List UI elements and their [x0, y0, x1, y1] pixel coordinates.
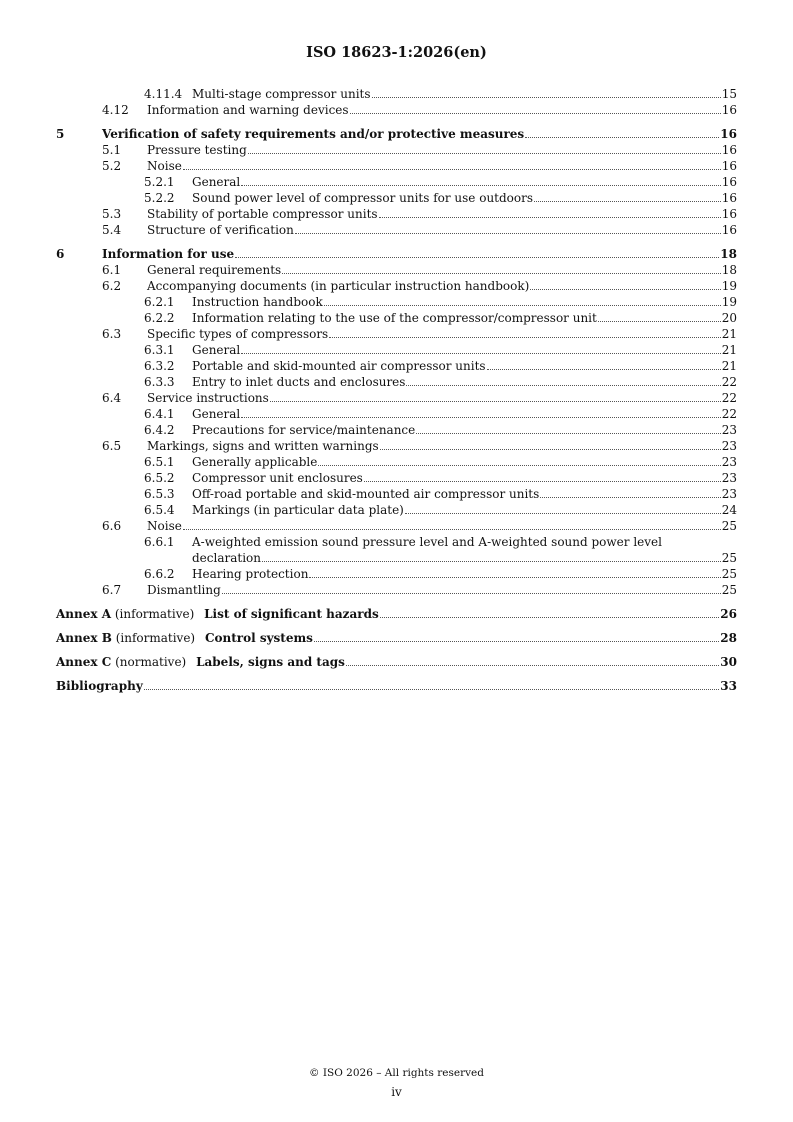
dot-leader: [540, 497, 720, 498]
toc-entry[interactable]: [56, 246, 737, 262]
toc-entry[interactable]: [56, 158, 737, 174]
toc-title: Specific types of compressors: [147, 327, 329, 341]
toc-title: Service instructions: [147, 391, 269, 405]
toc-page: 23: [721, 439, 737, 453]
toc-entry[interactable]: [56, 142, 737, 158]
toc-entry[interactable]: [56, 126, 737, 142]
dot-leader: [183, 529, 721, 530]
toc-title: Information and warning devices: [147, 103, 349, 117]
toc-title: Noise: [147, 519, 182, 533]
toc-page: 16: [720, 127, 737, 141]
toc-title: Structure of verification: [147, 223, 294, 237]
toc-page: 16: [721, 207, 737, 221]
toc-page: 33: [720, 679, 737, 693]
toc-page: 25: [721, 567, 737, 581]
dot-leader: [350, 113, 721, 114]
toc-number: 5.2.2: [144, 191, 175, 205]
toc-number: 5.3: [102, 207, 122, 221]
toc-number: 6.7: [102, 583, 122, 597]
toc-number: 6.4.2: [144, 423, 175, 437]
toc-page: 16: [721, 103, 737, 117]
toc-entry[interactable]: [56, 206, 737, 222]
toc-number: 6.2: [102, 279, 122, 293]
toc-entry[interactable]: [56, 358, 737, 374]
toc-page: 28: [720, 631, 737, 645]
annex-title: Control systems: [204, 631, 313, 645]
toc-number: 6.4.1: [144, 407, 175, 421]
toc-entry[interactable]: [56, 518, 737, 534]
dot-leader: [416, 433, 720, 434]
toc-number: 5.1: [102, 143, 122, 157]
toc-number: 6.1: [102, 263, 122, 277]
annex-label: Annex A: [56, 607, 112, 621]
dot-leader: [270, 401, 721, 402]
dot-leader: [282, 273, 721, 274]
toc-title: Instruction handbook: [192, 295, 323, 309]
toc-page: 30: [720, 655, 737, 669]
toc-title: Sound power level of compressor units for use outdoors: [192, 191, 534, 205]
toc-page: 23: [721, 471, 737, 485]
toc-entry[interactable]: [56, 86, 737, 102]
toc-entry[interactable]: [56, 222, 737, 238]
dot-leader: [324, 305, 721, 306]
toc-page: 15: [721, 87, 737, 101]
toc-title: Information for use: [102, 247, 235, 261]
toc-number: 6.5.4: [144, 503, 175, 517]
dot-leader: [534, 201, 721, 202]
toc-entry[interactable]: [56, 470, 737, 486]
dot-leader: [346, 665, 719, 666]
toc-entry[interactable]: [56, 102, 737, 118]
toc-entry[interactable]: [56, 190, 737, 206]
toc-title-line-2: declaration: [192, 551, 261, 565]
toc-page: 26: [720, 607, 737, 621]
toc-number: 6.2.1: [144, 295, 175, 309]
dot-leader: [309, 577, 720, 578]
annex-type: (informative): [115, 631, 196, 645]
toc-page: 18: [720, 247, 737, 261]
toc-page: 19: [721, 279, 737, 293]
dot-leader: [487, 369, 721, 370]
toc-number: 6.5: [102, 439, 122, 453]
toc-entry[interactable]: [56, 390, 737, 406]
table-of-contents: [56, 86, 737, 694]
toc-page: 16: [721, 223, 737, 237]
toc-number: 6.2.2: [144, 311, 175, 325]
dot-leader: [295, 233, 721, 234]
dot-leader: [364, 481, 721, 482]
toc-title: Accompanying documents (in particular instruction handbook): [147, 279, 530, 293]
toc-title: General requirements: [147, 263, 282, 277]
toc-number: 4.11.4: [144, 87, 183, 101]
toc-page: 25: [721, 551, 737, 565]
toc-number: 4.12: [102, 103, 129, 117]
toc-entry[interactable]: [56, 422, 737, 438]
toc-title: Hearing protection: [192, 567, 309, 581]
dot-leader: [406, 385, 720, 386]
toc-title: Multi-stage compressor units: [192, 87, 371, 101]
dot-leader: [530, 289, 720, 290]
toc-title: Stability of portable compressor units: [147, 207, 378, 221]
dot-leader: [241, 185, 720, 186]
toc-number: 6.6: [102, 519, 122, 533]
toc-number: 6: [56, 247, 65, 261]
bibliography-title: Bibliography: [56, 679, 143, 693]
toc-page: 23: [721, 455, 737, 469]
annex-type: (informative): [114, 607, 195, 621]
toc-entry[interactable]: [56, 326, 737, 342]
toc-entry[interactable]: [56, 262, 737, 278]
toc-annex-c[interactable]: [56, 654, 737, 670]
toc-page: 19: [721, 295, 737, 309]
dot-leader: [248, 153, 721, 154]
toc-number: 6.6.1: [144, 535, 175, 549]
dot-leader: [241, 353, 720, 354]
toc-entry[interactable]: [56, 454, 737, 470]
toc-page: 16: [721, 143, 737, 157]
annex-label: Annex B: [56, 631, 112, 645]
dot-leader: [598, 321, 721, 322]
toc-title: Entry to inlet ducts and enclosures: [192, 375, 406, 389]
toc-entry[interactable]: [56, 374, 737, 390]
toc-number: 6.3.2: [144, 359, 175, 373]
toc-number: 6.5.1: [144, 455, 175, 469]
toc-entry[interactable]: [56, 294, 737, 310]
toc-page: 16: [721, 159, 737, 173]
toc-entry[interactable]: [56, 278, 737, 294]
toc-entry[interactable]: [56, 534, 737, 566]
toc-entry[interactable]: [56, 486, 737, 502]
toc-annex-a[interactable]: [56, 606, 737, 622]
toc-entry[interactable]: [56, 310, 737, 326]
dot-leader: [314, 641, 719, 642]
toc-number: 6.5.3: [144, 487, 175, 501]
toc-page: 21: [721, 327, 737, 341]
toc-entry[interactable]: [56, 438, 737, 454]
toc-number: 6.3.3: [144, 375, 175, 389]
toc-number: 6.4: [102, 391, 122, 405]
annex-title: Labels, signs and tags: [196, 655, 345, 669]
toc-page: 16: [721, 175, 737, 189]
toc-page: 25: [721, 583, 737, 597]
toc-title: Portable and skid-mounted air compressor units: [192, 359, 486, 373]
toc-page: 23: [721, 487, 737, 501]
annex-title: List of significant hazards: [204, 607, 379, 621]
toc-title: Markings, signs and written warnings: [147, 439, 379, 453]
toc-title: General: [192, 407, 241, 421]
toc-number: 5.4: [102, 223, 122, 237]
dot-leader: [318, 465, 720, 466]
toc-page: 22: [721, 407, 737, 421]
dot-leader: [525, 137, 719, 138]
page-number: iv: [391, 1085, 402, 1099]
toc-page: 20: [721, 311, 737, 325]
toc-title: Verification of safety requirements and/or protective measures: [102, 127, 525, 141]
toc-title: Generally applicable: [192, 455, 318, 469]
annex-type: (normative): [115, 655, 187, 669]
toc-title: General: [192, 343, 241, 357]
toc-title: Compressor unit enclosures: [192, 471, 363, 485]
toc-page: 21: [721, 343, 737, 357]
toc-title: Markings (in particular data plate): [192, 503, 404, 517]
dot-leader: [405, 513, 721, 514]
toc-number: 6.3: [102, 327, 122, 341]
dot-leader: [379, 217, 721, 218]
dot-leader: [183, 169, 721, 170]
toc-entry[interactable]: [56, 342, 737, 358]
toc-number: 6.5.2: [144, 471, 175, 485]
toc-page: 22: [721, 391, 737, 405]
copyright-notice: © ISO 2026 – All rights reserved: [309, 1067, 484, 1079]
dot-leader: [380, 617, 720, 618]
dot-leader: [329, 337, 721, 338]
page-header: ISO 18623-1:2026(en): [306, 44, 487, 61]
toc-page: 25: [721, 519, 737, 533]
toc-page: 16: [721, 191, 737, 205]
dot-leader: [222, 593, 721, 594]
toc-page: 24: [721, 503, 737, 517]
toc-page: 23: [721, 423, 737, 437]
toc-title-line-1: A-weighted emission sound pressure level and A-weighted sound power level: [192, 535, 662, 549]
toc-bibliography[interactable]: [56, 678, 737, 694]
dot-leader: [241, 417, 720, 418]
toc-page: 18: [721, 263, 737, 277]
toc-number: 5: [56, 127, 65, 141]
toc-page: 21: [721, 359, 737, 373]
toc-entry[interactable]: [56, 566, 737, 582]
toc-title: Pressure testing: [147, 143, 247, 157]
toc-title: Off-road portable and skid-mounted air compressor units: [192, 487, 540, 501]
toc-title: General: [192, 175, 241, 189]
toc-title: Information relating to the use of the compressor/compressor unit: [192, 311, 597, 325]
toc-entry[interactable]: [56, 582, 737, 598]
toc-entry[interactable]: [56, 502, 737, 518]
toc-entry[interactable]: [56, 174, 737, 190]
toc-annex-b[interactable]: [56, 630, 737, 646]
toc-page: 22: [721, 375, 737, 389]
toc-entry[interactable]: [56, 406, 737, 422]
dot-leader: [380, 449, 721, 450]
toc-number: 6.3.1: [144, 343, 175, 357]
toc-title: Dismantling: [147, 583, 221, 597]
dot-leader: [372, 97, 721, 98]
annex-label: Annex C: [56, 655, 112, 669]
toc-title: Precautions for service/maintenance: [192, 423, 416, 437]
dot-leader: [235, 257, 719, 258]
toc-number: 5.2: [102, 159, 122, 173]
dot-leader: [262, 561, 721, 562]
toc-title: Noise: [147, 159, 182, 173]
toc-number: 6.6.2: [144, 567, 175, 581]
dot-leader: [144, 689, 720, 690]
toc-number: 5.2.1: [144, 175, 175, 189]
